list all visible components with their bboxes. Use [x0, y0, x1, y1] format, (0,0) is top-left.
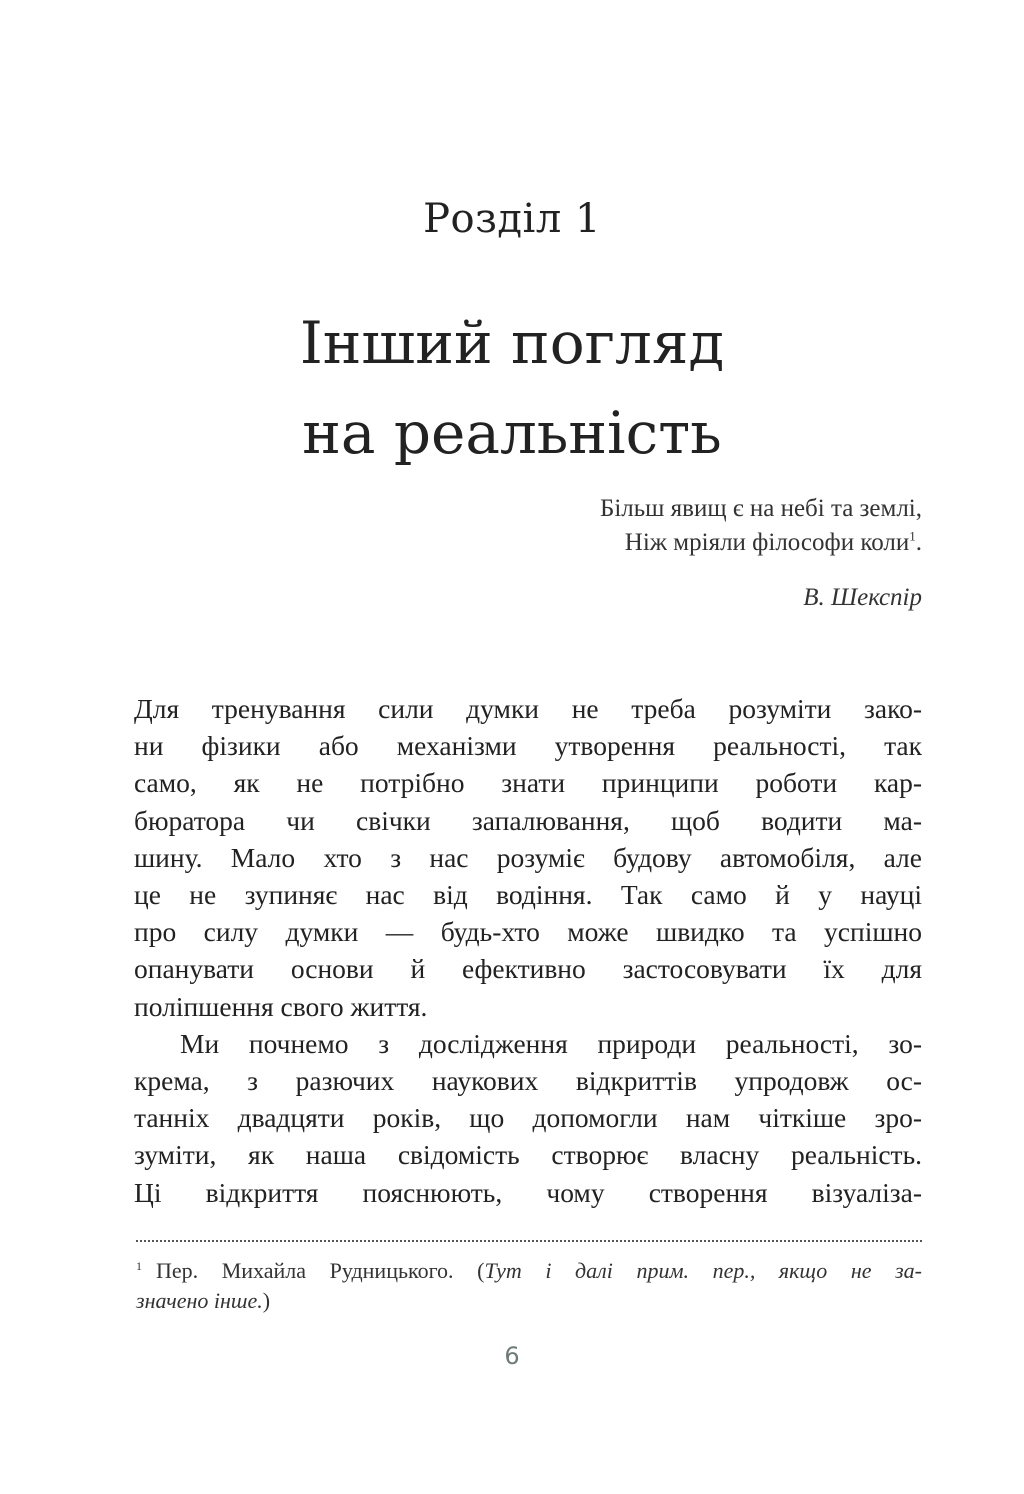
body-line: опанувати основи й ефективно застосовувати їх для: [134, 953, 922, 985]
body-line: шину. Мало хто з нас розуміє будову автомобіля, але: [134, 841, 922, 873]
body-line: крема, з разючих наукових відкриттів упродовж ос-: [134, 1065, 922, 1097]
body-line: Для тренування сили думки не треба розуміти зако-: [134, 693, 922, 724]
footnote-text-italic-2: значено інше.: [136, 1288, 263, 1313]
epigraph-author: В. Шекспір: [803, 584, 922, 611]
body-line: танніх двадцяти років, що допомогли нам чіткіше зро-: [134, 1102, 922, 1134]
chapter-label: Розділ 1: [423, 196, 601, 242]
footnote-mark: 1: [136, 1258, 142, 1273]
epigraph-line-2-end: .: [915, 529, 922, 556]
body-line: бюратора чи свічки запалювання, щоб водити ма-: [134, 804, 922, 836]
body-line: само, як не потрібно знати принципи роботи кар-: [134, 767, 922, 799]
footnote-text-close: ): [262, 1288, 271, 1313]
footnote-reference[interactable]: 1: [909, 528, 916, 544]
body-line: поліпшення свого життя.: [134, 990, 428, 1022]
body-line: про силу думки — будь-хто може швидко та успішно: [134, 916, 922, 948]
footnote-text-italic-1: Тут і далі прим. пер., якщо не за-: [484, 1258, 923, 1283]
chapter-title-line-1: Інший погляд: [299, 309, 725, 377]
body-line: Ці відкриття пояснюють, чому створення візуаліза-: [134, 1176, 922, 1208]
body-line: це не зупиняє нас від водіння. Так само й у науці: [134, 879, 922, 911]
epigraph: [600, 492, 922, 560]
body-line: Ми почнемо з дослідження природи реальності, зо-: [180, 1027, 922, 1059]
epigraph-line-2: [600, 526, 922, 560]
epigraph-line-2-text: Ніж мріяли філософи коли: [624, 529, 910, 556]
footnote-line-1: [136, 1256, 922, 1286]
footnote-line-2: [136, 1286, 922, 1316]
chapter-title: [0, 298, 1024, 478]
epigraph-line-1: Більш явищ є на небі та землі,: [600, 495, 922, 522]
body-text: [134, 690, 922, 1211]
body-line: зуміти, як наша свідомість створює власну реальність.: [134, 1139, 922, 1171]
footnote: [136, 1256, 922, 1316]
body-line: ни фізики або механізми утворення реальності, так: [134, 730, 922, 762]
chapter-title-line-2: на реальність: [302, 399, 722, 467]
page-number: 6: [504, 1342, 520, 1370]
footnote-divider: [136, 1240, 922, 1242]
footnote-text-regular: Пер. Михайла Рудницького. (: [156, 1258, 485, 1283]
